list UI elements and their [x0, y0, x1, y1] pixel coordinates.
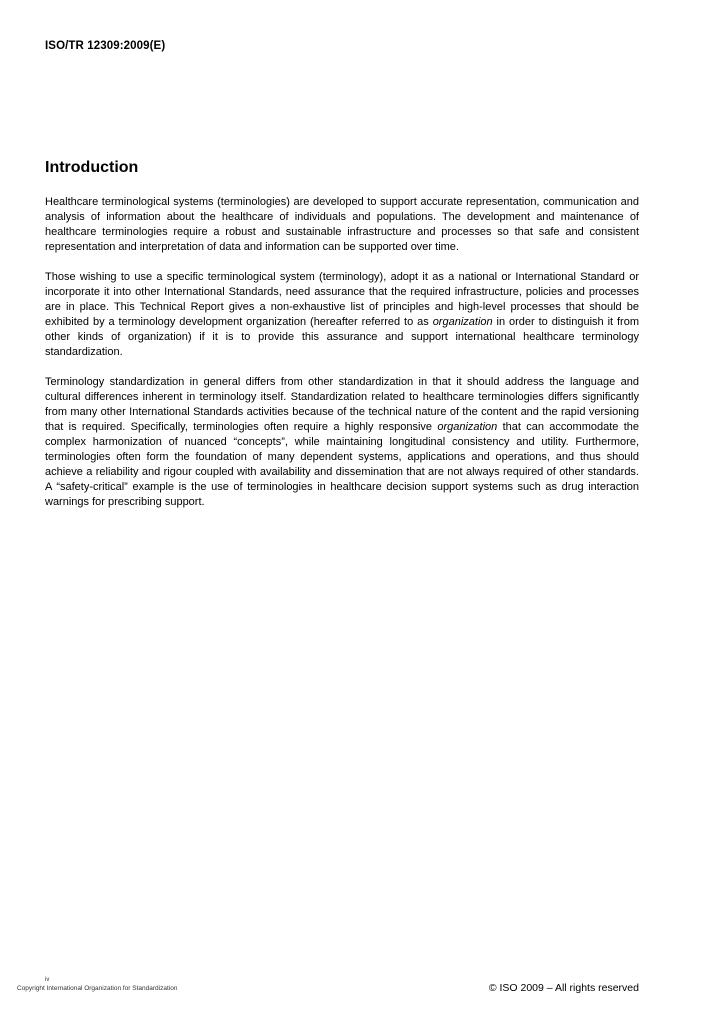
paragraph-3-text-end: that can accommodate the complex harmonization of nuanced “concepts”, while maintaining longitudinal consistency and utility. Furthermore, terminologies often form the foundation of many dependent systems, applications and operations, and thus should achieve a reliability and rigour coupled with availability and dissemination that are not always required of other standards. A “safety-critical” example is the use of terminologies in healthcare decision support systems such as drug interaction warnings for prescribing support.: [45, 421, 639, 508]
paragraph-2: [45, 270, 639, 360]
paragraph-2-text-end: in order to distinguish it from other kinds of organization) if it is to provide this assurance and support international healthcare terminology standardization.: [45, 316, 639, 358]
paragraph-2-text-start: Those wishing to use a specific terminological system (terminology), adopt it as a national or International Standard or incorporate it into other International Standards, need assurance that the required infrastructure, policies and processes are in place. This Technical Report gives a non-exhaustive list of principles and high-level processes that should be exhibited by a terminology development organization (hereafter referred to as: [45, 271, 639, 328]
document-id-header: ISO/TR 12309:2009(E): [45, 40, 166, 52]
paragraph-1-text: Healthcare terminological systems (terminologies) are developed to support accurate representation, communication and analysis of information about the healthcare of individuals and populations. The development and maintenance of healthcare terminologies require a robust and sustainable infrastructure and processes so that safe and consistent representation and interpretation of data and information can be supported over time.: [45, 196, 639, 253]
paragraph-2-italic-term: organization: [432, 316, 493, 328]
paragraph-3-italic-term: organization: [437, 421, 498, 433]
section-title: Introduction: [45, 159, 139, 176]
copyright-watermark: Copyright International Organization for Standardization: [17, 985, 178, 992]
paragraph-3-text-start: Terminology standardization in general differs from other standardization in that it should address the language and cultural differences inherent in terminology itself. Standardization related to healthcare terminologies differs significantly from many other International Standards activities because of the technical nature of the content and the rapid versioning that is required. Specifically, terminologies often require a highly responsive: [45, 376, 639, 433]
footer-copyright: © ISO 2009 – All rights reserved: [488, 982, 639, 994]
page-number: iv: [45, 977, 50, 983]
body-text: [45, 195, 639, 525]
paragraph-3: [45, 375, 639, 510]
paragraph-1: [45, 195, 639, 255]
